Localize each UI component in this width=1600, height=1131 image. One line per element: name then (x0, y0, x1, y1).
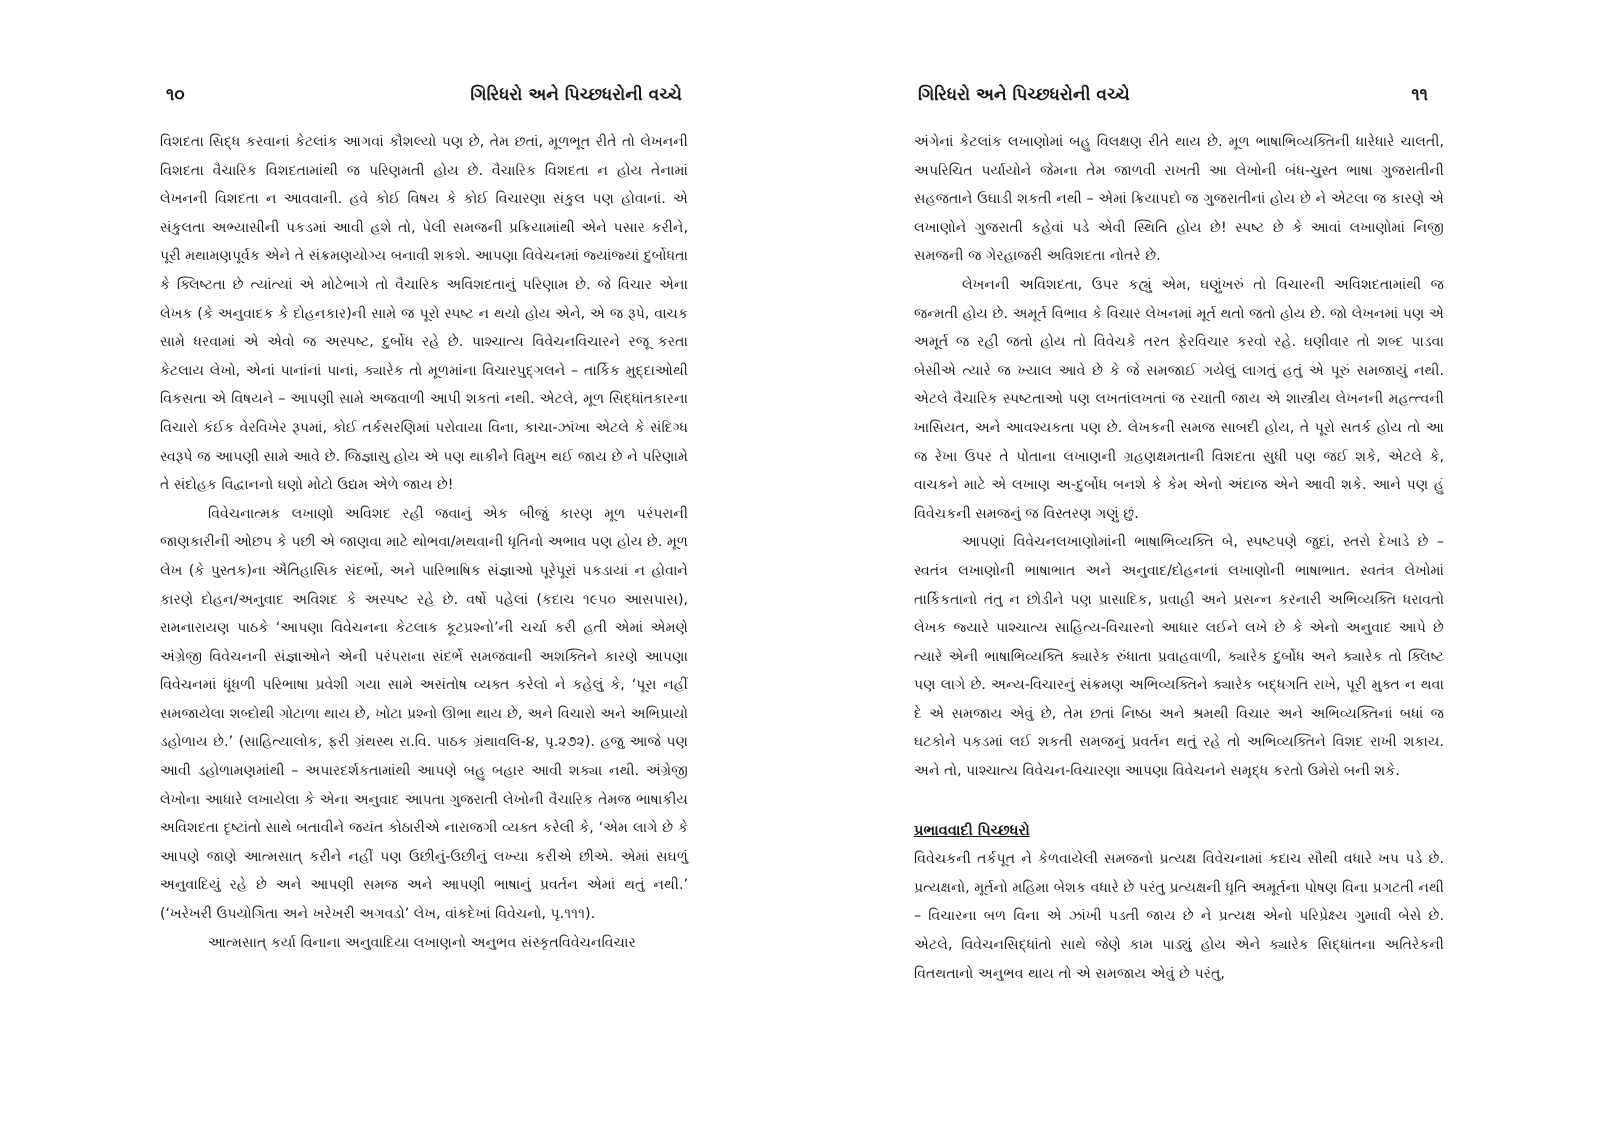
paragraph: આત્મસાત્ કર્યા વિનાના અનુવાદિયા લખાણનો અનુભવ સંસ્કૃતવિવેચનવિચાર (208, 934, 636, 951)
page-number: ૧૦ (166, 85, 185, 105)
page-number: ૧૧ (1411, 85, 1428, 105)
body-text (914, 128, 1444, 988)
section-heading: પ્રભાવવાદી પિચ્છધરો (914, 821, 1030, 839)
running-title: ગિરિધરો અને પિચ્છધરોની વચ્ચે (918, 85, 1130, 105)
running-title: ગિરિધરો અને પિચ્છધરોની વચ્ચે (470, 85, 682, 105)
right-page (800, 0, 1600, 1131)
body-text (160, 128, 688, 957)
paragraph: વિશદતા સિદ્ધ કરવાનાં કેટલાંક આગવાં કૌશલ્યો પણ છે, તેમ છતાં, મૂળભૂત રીતે તો લેખનની વિશદતા વૈચારિક વિશદતામાંથી જ પરિણમતી હોય છે. વૈચારિક વિશદતા ન હોય તેનામાં લેખનની વિશદતા ન આવવાની. હવે કોઈ વિષય કે કોઈ વિચારણા સંકુલ પણ હોવાનાં. એ સંકુલતા અભ્યાસીની પકડમાં આવી હશે તો, પેલી સમજની પ્રક્રિયામાંથી એને પસાર કરીને, પૂરી મથામણપૂર્વક એને તે સંક્રમણયોગ્ય બનાવી શકશે. આપણા વિવેચનમાં જ્યાંજ્યાં દુર્બોધતા કે ક્લિષ્ટતા છે ત્યાંત્યાં એ મોટેભાગે તો વૈચારિક અવિશદતાનું પરિણામ છે. જે વિચાર એના લેખક (કે અનુવાદક કે દોહનકાર)ની સામે જ પૂરો સ્પષ્ટ ન થયો હોય એને, એ જ રૂપે, વાચક સામે ધરવામાં એ એવો જ અસ્પષ્ટ, દુર્બોધ રહે છે. પાશ્ચાત્ય વિવેચનવિચારને રજૂ કરતા કેટલાય લેખો, એનાં પાનાંનાં પાનાં, ક્યારેક તો મૂળમાંના વિચારપુદ્ગલને – તાર્કિક મુદ્દાઓથી વિકસતા એ વિષયને – આપણી સામે અજવાળી આપી શકતાં નથી. એટલે, મૂળ સિદ્ધાંતકારના વિચારો કંઈક વેરવિખેર રૂપમાં, કોઈ તર્કસરણિમાં પરોવાયા વિના, કાચા-ઝાંખા એટલે કે સંદિગ્ધ સ્વરૂપે જ આપણી સામે આવે છે. જિજ્ઞાસુ હોય એ પણ થાકીને વિમુખ થઈ જાય છે ને પરિણામે તે સંદોહક વિદ્વાનનો ઘણો મોટો ઉદ્યમ એળે જાય છે! (160, 134, 688, 494)
paragraph: લેખનની અવિશદતા, ઉપર કહ્યું એમ, ઘણુંખરું તો વિચારની અવિશદતામાંથી જ જન્મતી હોય છે. અમૂર્ત વિભાવ કે વિચાર લેખનમાં મૂર્ત થતો જતો હોય છે. જો લેખનમાં પણ એ અમૂર્ત જ રહી જતો હોય તો વિવેચકે તરત ફેરવિચાર કરવો રહે. ઘણીવાર તો શબ્દ પાડવા બેસીએ ત્યારે જ ખ્યાલ આવે છે કે જે સમજાઈ ગયેલું લાગતું હતું એ પૂરું સમજાયું નથી. એટલે વૈચારિક સ્પષ્ટતાઓ પણ લખતાંલખતાં જ રચાતી જાય એ શાસ્ત્રીય લેખનની મહત્ત્વની ખાસિયત, અને આવશ્યકતા પણ છે. લેખકની સમજ સાબદી હોય, તે પૂરો સતર્ક હોય તો આ જ રેખા ઉપર તે પોતાના લખાણની ગ્રહણક્ષમતાની વિશદતા સુધી પણ જઈ શકે, એટલે કે, વાચકને માટે એ લખાણ અ-દુર્બોધ બનશે કે કેમ એનો અંદાજ એને આવી શકે. આને પણ હું વિવેચકની સમજનું જ વિસ્તરણ ગણું છું. (914, 276, 1444, 522)
paragraph: વિવેચનાત્મક લખાણો અવિશદ રહી જવાનું એક બીજું કારણ મૂળ પરંપરાની જાણકારીની ઓછપ કે પછી એ જાણવા માટે થોભવા/મથવાની ધૃતિનો અભાવ પણ હોય છે. મૂળ લેખ (કે પુસ્તક)ના ઐતિહાસિક સંદર્ભો, અને પારિભાષિક સંજ્ઞાઓ પૂરેપૂરાં પકડાયાં ન હોવાને કારણે દોહન/અનુવાદ અવિશદ કે અસ્પષ્ટ રહે છે. વર્ષો પહેલાં (કદાચ ૧૯૫૦ આસપાસ), રામનારાયણ પાઠકે ‘આપણા વિવેચનના કેટલાક કૂટપ્રશ્નો’ની ચર્ચા કરી હતી એમાં એમણે અંગ્રેજી વિવેચનની સંજ્ઞાઓને એની પરંપરાના સંદર્ભે સમજવાની અશક્તિને કારણે આપણા વિવેચનમાં ધૂંધળી પરિભાષા પ્રવેશી ગયા સામે અસંતોષ વ્યક્ત કરેલો ને કહેલું કે, ‘પૂરા નહીં સમજાયેલા શબ્દોથી ગોટાળા થાય છે, ખોટા પ્રશ્નો ઊભા થાય છે, અને વિચારો અને અભિપ્રાયો ડહોળાય છે.’ (સાહિત્યાલોક, ફરી ગ્રંથસ્થ રા.વિ. પાઠક ગ્રંથાવલિ-૪, પૃ.૨૭૨). હજુ આજે પણ આવી ડહોળામણમાંથી – અપારદર્શકતામાંથી આપણે બહુ બહાર આવી શક્યા નથી. અંગ્રેજી લેખોના આધારે લખાયેલા કે એના અનુવાદ આપતા ગુજરાતી લેખોની વૈચારિક તેમજ ભાષાકીય અવિશદતા દૃષ્ટાંતો સાથે બતાવીને જયંત કોઠારીએ નારાજગી વ્યક્ત કરેલી કે, ‘એમ લાગે છે કે આપણે જાણે આત્મસાત્ કરીને નહીં પણ ઉછીનું-ઉછીનું લખ્યા કરીએ છીએ. એમાં સઘળું અનુવાદિયું રહે છે અને આપણી સમજ અને આપણી ભાષાનું પ્રવર્તન એમાં થતું નથી.’ (‘ખરેખરી ઉપયોગિતા અને ખરેખરી અગવડો’ લેખ, વાંકદેખાં વિવેચનો, પૃ.૧૧૧). (160, 505, 688, 923)
paragraph: આપણાં વિવેચનલખાણોમાંની ભાષાભિવ્યક્તિ બે, સ્પષ્ટપણે જુદાં, સ્તરો દેખાડે છે – સ્વતંત્ર લખાણોની ભાષાભાત અને અનુવાદ/દોહનનાં લખાણોની ભાષાભાત. સ્વતંત્ર લેખોમાં તાર્કિકતાનો તંતુ ન છોડીને પણ પ્રાસાદિક, પ્રવાહી અને પ્રસન્ન કરનારી અભિવ્યક્તિ ધરાવતો લેખક જ્યારે પાશ્ચાત્ય સાહિત્ય-વિચારનો આધાર લઈને લખે છે કે એનો અનુવાદ આપે છે ત્યારે એની ભાષાભિવ્યક્તિ ક્યારેક રુંધાતા પ્રવાહવાળી, ક્યારેક દુર્બોધ અને ક્યારેક તો ક્લિષ્ટ પણ લાગે છે. અન્ય-વિચારનું સંક્રમણ અભિવ્યક્તિને ક્યારેક બદ્ધગતિ રાખે, પૂરી મુક્ત ન થવા દે એ સમજાય એવું છે, તેમ છતાં નિષ્ઠા અને શ્રમથી વિચાર અને અભિવ્યક્તિનાં બધાં જ ઘટકોને પકડમાં લઈ શકતી સમજનું પ્રવર્તન થતું રહે તો અભિવ્યક્તિને વિશદ રાખી શકાય. અને તો, પાશ્ચાત્ય વિવેચન-વિચારણા આપણા વિવેચનને સમૃદ્ધ કરતો ઉમેરો બની શકે. (914, 534, 1444, 780)
paragraph: અંગેનાં કેટલાંક લખાણોમાં બહુ વિલક્ષણ રીતે થાય છે. મૂળ ભાષાભિવ્યક્તિની ધારેધારે ચાલતી, અપરિચિત પર્યાયોને જેમના તેમ જાળવી રાખતી આ લેખોની બંધ-ચુસ્ત ભાષા ગુજરાતીની સહજતાને ઉઘાડી શકતી નથી – એમાં ક્રિયાપદો જ ગુજરાતીનાં હોય છે ને એટલા જ કારણે એ લખાણોને ગુજરાતી કહેવાં પડે એવી સ્થિતિ હોય છે! સ્પષ્ટ છે કે આવાં લખાણોમાં નિજી સમજની જ ગેરહાજરી અવિશદતા નોતરે છે. (914, 134, 1444, 265)
paragraph: વિવેચકની તર્કપૂત ને કેળવાયેલી સમજનો પ્રત્યક્ષ વિવેચનામાં કદાચ સૌથી વધારે ખપ પડે છે. પ્રત્યક્ષનો, મૂર્તનો મહિમા બેશક વધારે છે પરંતુ પ્રત્યક્ષની ધૃતિ અમૂર્તના પોષણ વિના પ્રગટતી નથી – વિચારના બળ વિના એ ઝાંખી પડતી જાય છે ને પ્રત્યક્ષ એનો પરિપ્રેક્ષ્ય ગુમાવી બેસે છે. એટલે, વિવેચનસિદ્ધાંતો સાથે જેણે કામ પાડ્યું હોય એને ક્યારેક સિદ્ધાંતના અતિરેકની વિતથતાનો અનુભવ થાય તો એ સમજાય એવું છે પરંતુ, (914, 851, 1444, 982)
